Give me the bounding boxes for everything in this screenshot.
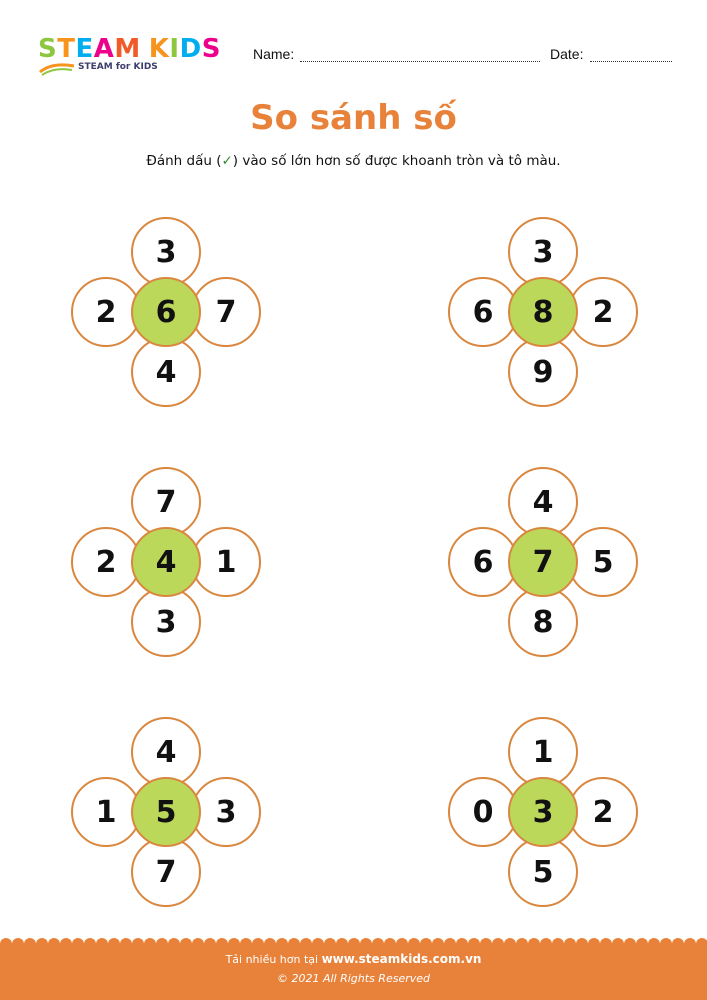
petal-right[interactable]: 5 (568, 527, 638, 597)
flower-6 (443, 710, 643, 910)
logo-letter: M (114, 34, 141, 64)
checkmark-icon: ✓ (221, 153, 233, 169)
petal-top[interactable]: 3 (508, 217, 578, 287)
footer-prefix: Tải nhiều hơn tại (225, 953, 322, 966)
petal-bottom[interactable]: 8 (508, 587, 578, 657)
logo-letter: S (38, 34, 58, 64)
footer (0, 944, 707, 1000)
petal-right[interactable]: 2 (568, 277, 638, 347)
flower-2 (443, 210, 643, 410)
petal-top[interactable]: 7 (131, 467, 201, 537)
flower-center: 3 (508, 777, 578, 847)
petal-left[interactable]: 1 (71, 777, 141, 847)
petal-top[interactable]: 4 (508, 467, 578, 537)
header (0, 0, 707, 90)
petal-left[interactable]: 6 (448, 277, 518, 347)
petal-bottom[interactable]: 4 (131, 337, 201, 407)
steamkids-logo (38, 34, 238, 78)
footer-copyright: © 2021 All Rights Reserved (276, 972, 430, 985)
flower-4 (443, 460, 643, 660)
petal-right[interactable]: 3 (191, 777, 261, 847)
petal-bottom[interactable]: 9 (508, 337, 578, 407)
flower-5 (66, 710, 266, 910)
footer-scallop-edge (0, 936, 707, 946)
name-field[interactable] (300, 61, 540, 62)
petal-left[interactable]: 6 (448, 527, 518, 597)
petal-left[interactable]: 2 (71, 527, 141, 597)
petal-right[interactable]: 7 (191, 277, 261, 347)
petal-left[interactable]: 0 (448, 777, 518, 847)
instruction-after: ) vào số lớn hơn số được khoanh tròn và tô màu. (232, 153, 561, 169)
logo-letter: K (148, 34, 170, 64)
flower-center: 6 (131, 277, 201, 347)
logo-letter: T (57, 34, 76, 64)
footer-download-text (0, 952, 707, 966)
petal-bottom[interactable]: 3 (131, 587, 201, 657)
name-label: Name: (253, 46, 295, 62)
logo-letter: A (93, 34, 115, 64)
instruction-text (0, 153, 707, 169)
flower-center: 7 (508, 527, 578, 597)
logo-subtitle: STEAM for KIDS (78, 62, 158, 72)
petal-top[interactable]: 1 (508, 717, 578, 787)
flower-3 (66, 460, 266, 660)
instruction-before: Đánh dấu ( (146, 153, 222, 169)
date-label: Date: (550, 46, 584, 62)
petal-bottom[interactable]: 5 (508, 837, 578, 907)
page-title: So sánh số (250, 98, 457, 138)
petal-left[interactable]: 2 (71, 277, 141, 347)
petal-right[interactable]: 1 (191, 527, 261, 597)
flower-center: 4 (131, 527, 201, 597)
petal-bottom[interactable]: 7 (131, 837, 201, 907)
logo-letter: E (75, 34, 94, 64)
footer-site-link[interactable]: www.steamkids.com.vn (321, 952, 482, 966)
logo-letter: S (201, 34, 221, 64)
date-field[interactable] (590, 61, 672, 62)
petal-right[interactable]: 2 (568, 777, 638, 847)
flower-1 (66, 210, 266, 410)
logo-letter: D (179, 34, 202, 64)
flower-center: 8 (508, 277, 578, 347)
petal-top[interactable]: 3 (131, 217, 201, 287)
petal-top[interactable]: 4 (131, 717, 201, 787)
logo-swoosh-icon (38, 60, 78, 76)
logo-letter: I (169, 34, 180, 64)
flower-center: 5 (131, 777, 201, 847)
